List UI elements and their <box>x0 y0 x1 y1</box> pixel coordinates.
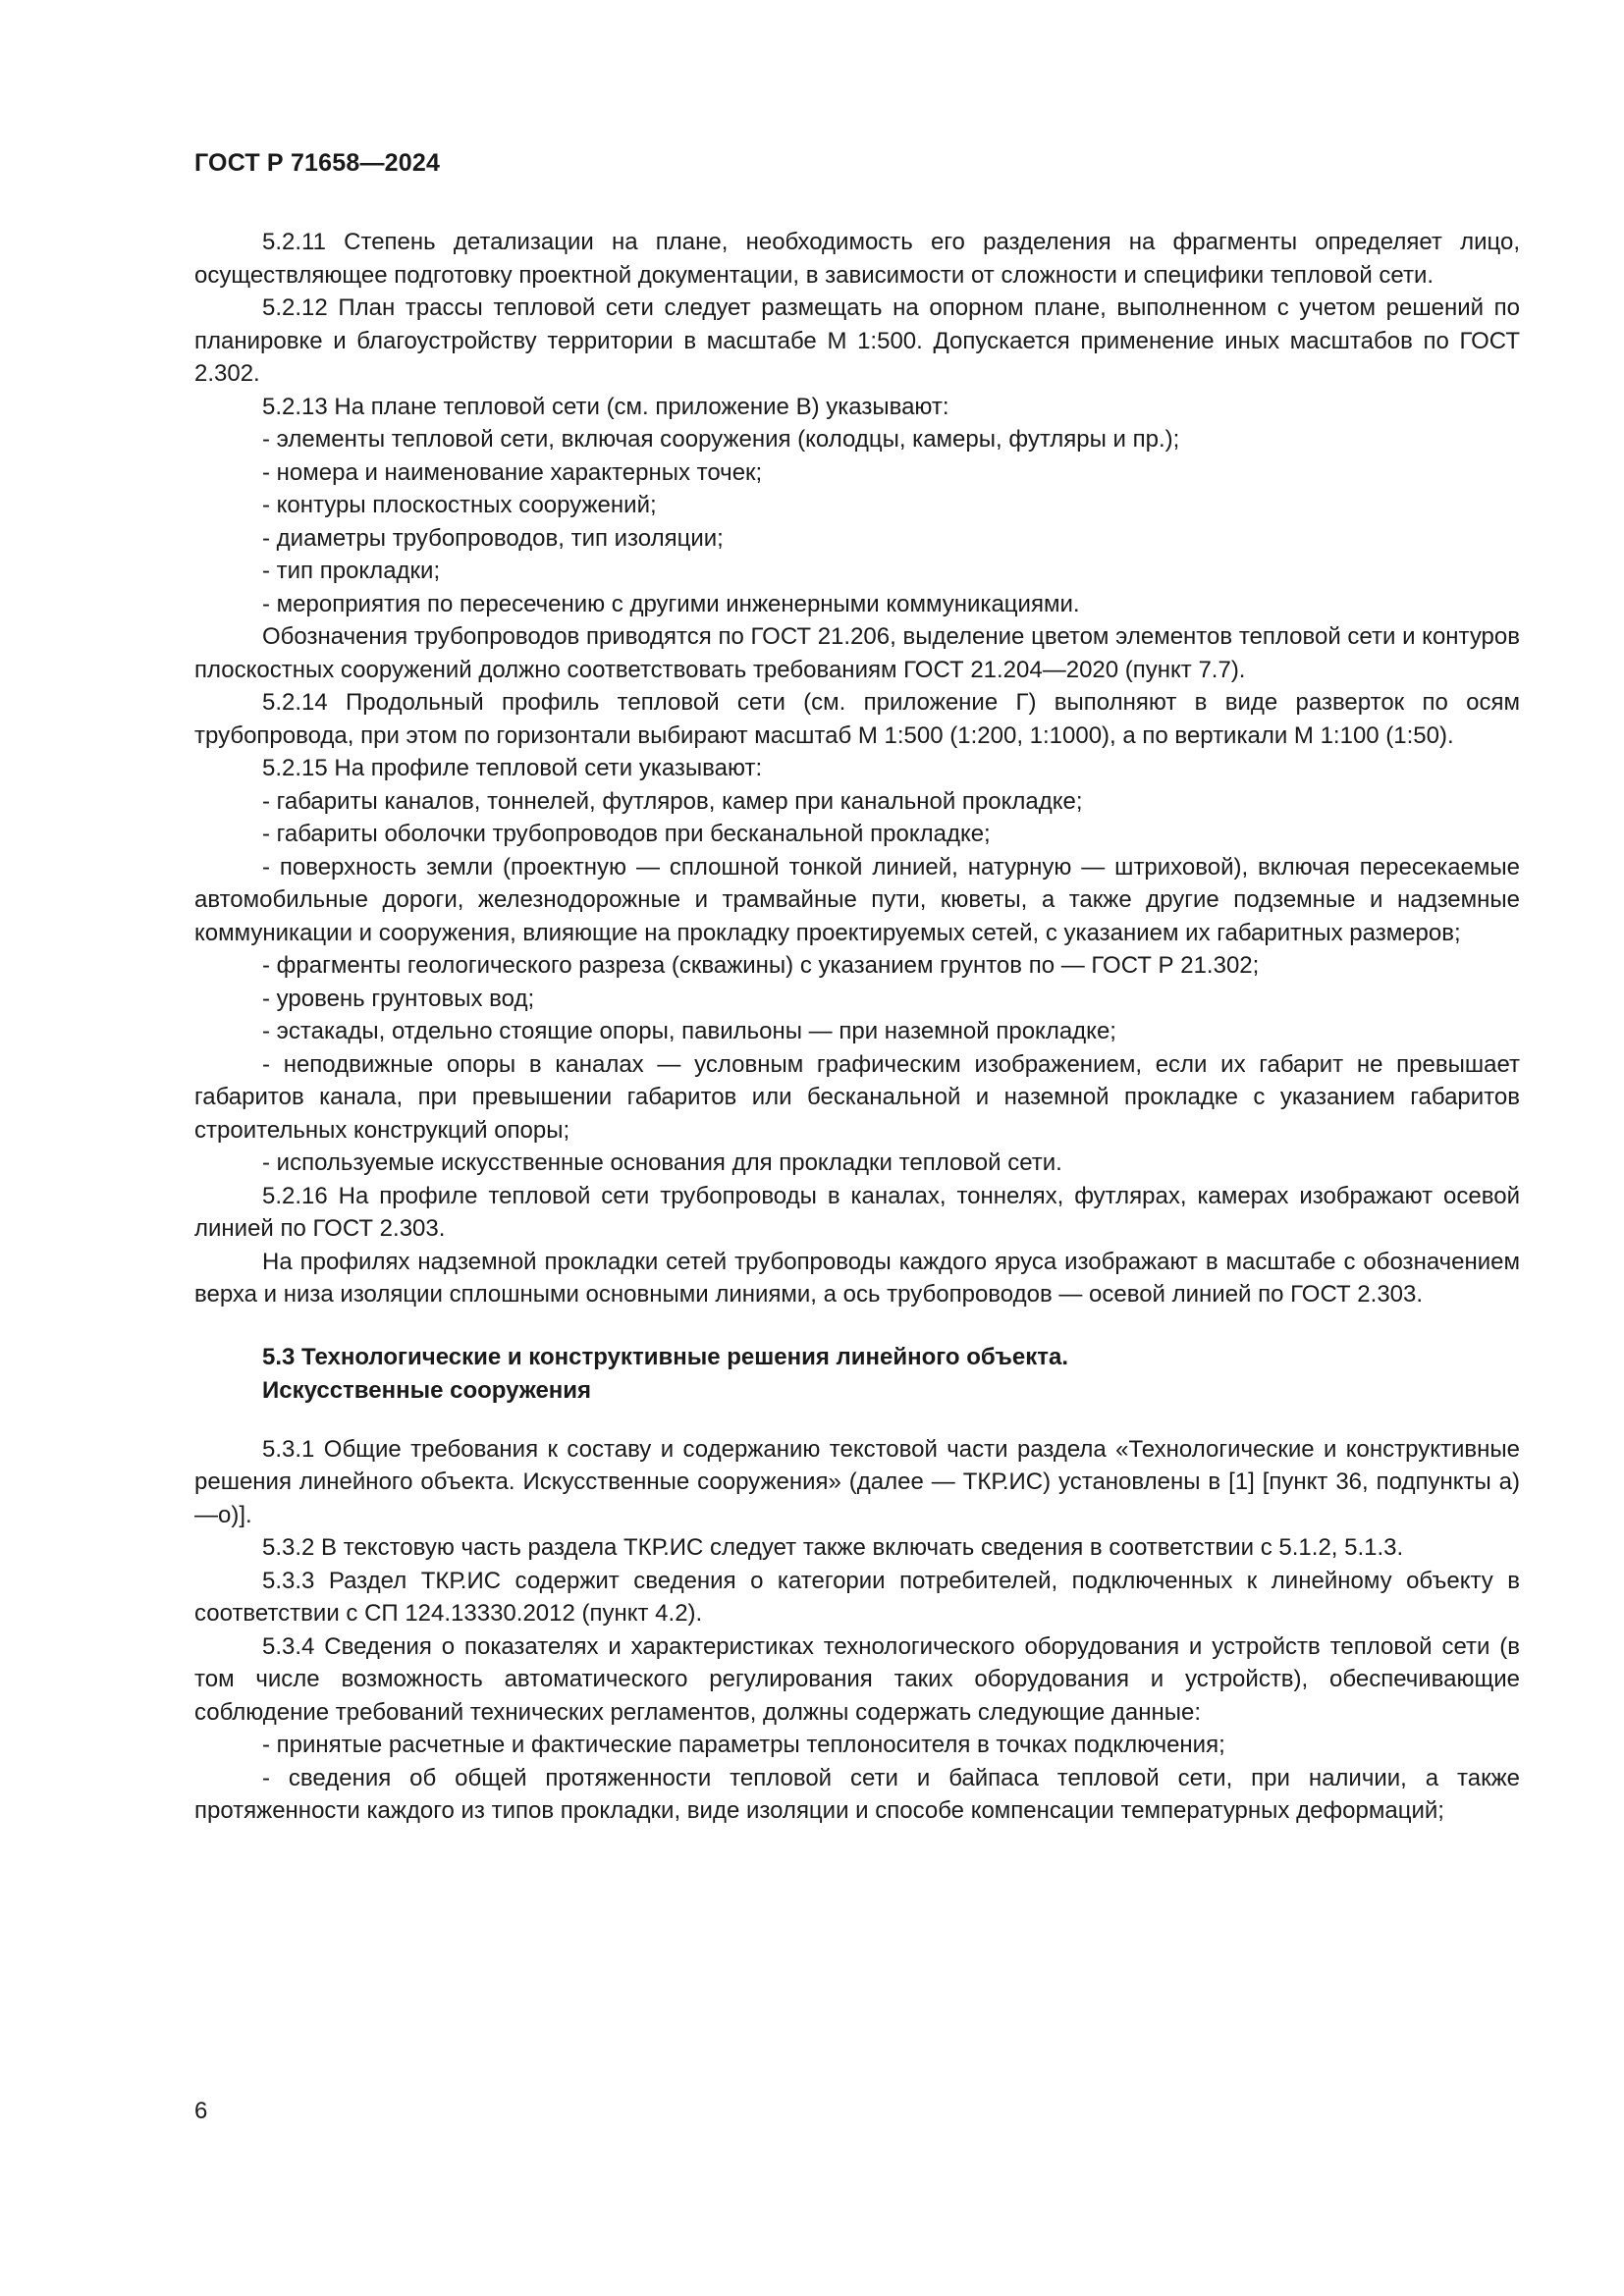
list-item: - габариты каналов, тоннелей, футляров, камер при канальной прокладке; <box>262 787 1083 815</box>
section-heading <box>194 1341 1520 1408</box>
section-title-line-1: 5.3 Технологические и конструктивные решения линейного объекта. <box>262 1343 1069 1370</box>
paragraph: 5.3.4 Сведения о показателях и характеристиках технологического оборудования и устройств тепловой сети (в том числе возможность автоматического регулирования таких оборудования и устройств), обеспечивающие соблюдение требований технических регламентов, должны содержать следующие данные: <box>194 1632 1520 1726</box>
list-item: - эстакады, отдельно стоящие опоры, павильоны — при наземной прокладке; <box>262 1018 1116 1044</box>
list-item: - поверхность земли (проектную — сплошной тонкой линией, натурную — штриховой), включая пересекаемые автомобильные дороги, железнодорожные и трамвайные пути, кюветы, а также другие подземные и надземные коммуникации и сооружения, влияющие на прокладку проектируемых сетей, с указанием их габаритных размеров; <box>194 853 1520 946</box>
paragraph: 5.2.12 План трассы тепловой сети следует размещать на опорном плане, выполненном с учетом решений по планировке и благоустройству территории в масштабе М 1:500. Допускается применение иных масштабов по ГОСТ 2.302. <box>194 294 1520 387</box>
paragraph: 5.2.16 На профиле тепловой сети трубопроводы в каналах, тоннелях, футлярах, камерах изображают осевой линией по ГОСТ 2.303. <box>194 1182 1520 1242</box>
page-number: 6 <box>194 2098 208 2124</box>
list-item: - тип прокладки; <box>262 558 441 584</box>
list-item: - мероприятия по пересечению с другими инженерными коммуникациями. <box>262 590 1080 617</box>
paragraph: 5.2.13 На плане тепловой сети (см. приложение В) указывают: <box>262 393 949 420</box>
paragraph: Обозначения трубопроводов приводятся по ГОСТ 21.206, выделение цветом элементов тепловой сети и контуров плоскостных сооружений должно соответствовать требованиям ГОСТ 21.204—2020 (пункт 7.7). <box>194 623 1520 683</box>
list-item: - номера и наименование характерных точек; <box>262 458 763 486</box>
list-item: - контуры плоскостных сооружений; <box>262 492 657 518</box>
paragraph: 5.2.14 Продольный профиль тепловой сети (см. приложение Г) выполняют в виде разверток по осям трубопровода, при этом по горизонтали выбирают масштаб М 1:500 (1:200, 1:1000), а по вертикали М 1:100 (1:50). <box>194 689 1520 749</box>
list-item: - диаметры трубопроводов, тип изоляции; <box>262 524 724 552</box>
list-item: - габариты оболочки трубопроводов при бесканальной прокладке; <box>262 821 991 847</box>
paragraph: На профилях надземной прокладки сетей трубопроводы каждого яруса изображают в масштабе с обозначением верха и низа изоляции сплошными основными линиями, а ось трубопроводов — осевой линией по ГОСТ 2.303. <box>194 1248 1520 1308</box>
paragraph: 5.2.15 На профиле тепловой сети указывают: <box>262 755 763 781</box>
list-item: - фрагменты геологического разреза (скважины) с указанием грунтов по — ГОСТ Р 21.302; <box>262 952 1260 979</box>
document-header: ГОСТ Р 71658—2024 <box>194 149 441 177</box>
list-item: - элементы тепловой сети, включая сооружения (колодцы, камеры, футляры и пр.); <box>262 426 1180 453</box>
section-title-line-2: Искусственные сооружения <box>262 1376 592 1404</box>
paragraph: 5.2.11 Степень детализации на плане, необходимость его разделения на фрагменты определяет лицо, осуществляющее подготовку проектной документации, в зависимости от сложности и специфики тепловой сети. <box>194 229 1520 289</box>
list-item: - уровень грунтовых вод; <box>262 985 535 1012</box>
list-item: - принятые расчетные и фактические параметры теплоносителя в точках подключения; <box>262 1732 1225 1758</box>
paragraph: 5.3.3 Раздел ТКР.ИС содержит сведения о категории потребителей, подключенных к линейному объекту в соответствии с СП 124.13330.2012 (пункт 4.2). <box>194 1567 1520 1627</box>
document-body <box>194 226 1520 1828</box>
paragraph: 5.3.1 Общие требования к составу и содержанию текстовой части раздела «Технологические и конструктивные решения линейного объекта. Искусственные сооружения» (далее — ТКР.ИС) установлены в [1] [пункт 36, подпункты а)—о)]. <box>194 1435 1520 1528</box>
paragraph: 5.3.2 В текстовую часть раздела ТКР.ИС следует также включать сведения в соответствии с 5.1.2, 5.1.3. <box>262 1534 1404 1561</box>
list-item: - неподвижные опоры в каналах — условным графическим изображением, если их габарит не превышает габаритов канала, при превышении габаритов или бесканальной и наземной прокладке с указанием габаритов строительных конструкций опоры; <box>194 1050 1520 1144</box>
list-item: - используемые искусственные основания для прокладки тепловой сети. <box>262 1149 1062 1176</box>
list-item: - сведения об общей протяженности тепловой сети и байпаса тепловой сети, при наличии, а также протяженности каждого из типов прокладки, виде изоляции и способе компенсации температурных деформаций; <box>194 1764 1520 1824</box>
